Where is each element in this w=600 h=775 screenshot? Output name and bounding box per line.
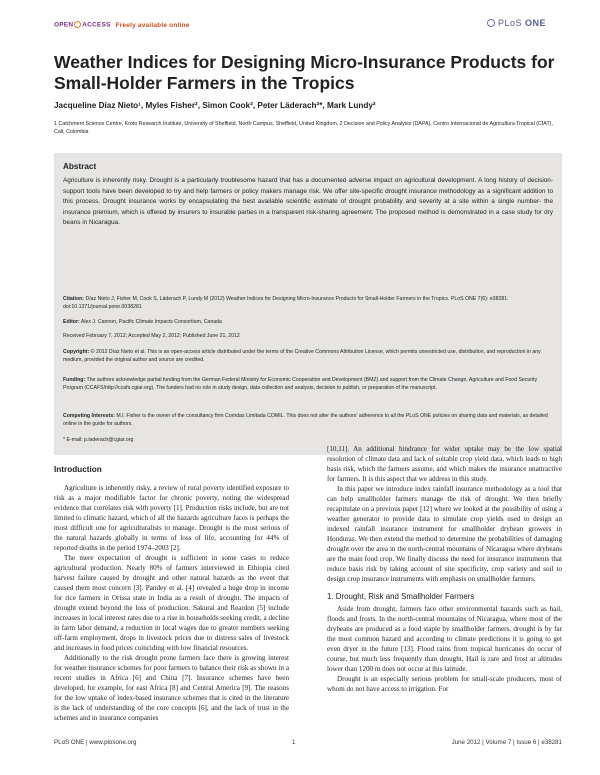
citation-label: Citation: — [63, 296, 85, 302]
logo-one-text: ONE — [525, 18, 547, 28]
journal-header — [0, 0, 600, 50]
competing-interests-block — [63, 413, 555, 428]
copyright-block — [63, 349, 555, 364]
oa-access-label: ACCESS — [82, 21, 111, 29]
footer-journal: PLoS ONE | www.plosone.org — [54, 739, 137, 746]
open-lock-icon — [74, 21, 81, 28]
intro-paragraph-5: In this paper we introduce index rainfall insurance methodology as a tool that can help smallholder farmers manage the risk of drought. We then briefly recapitulate on a previous paper [12] where we looked at the possibility of using a weather generator to provide data to simulate crop yields used to design an indexed rainfall insurance instrument for smallholder drybean growers in Honduras. We then extend the method to determine the probabilities of damaging drought over the area in the north-central mountains of Nicaragua where drybeans are the main food crop. We finally discuss the need for insurance instruments that reduce basis risk by taking account of site specificity, crop variety and soil to design crop insurance instruments with emphasis on smallholder farmers. — [327, 485, 562, 583]
oa-free-label: Freely available online — [115, 21, 190, 29]
copyright-label: Copyright: — [63, 349, 90, 355]
journal-logo — [487, 18, 546, 28]
corresponding-email: * E-mail: p.laderach@cgiar.org — [63, 437, 134, 443]
intro-paragraph-3: Additionally to the risk drought prone farmers face there is growing interest for weather insurance schemes for poor farmers to balance their risk as shown in a recent studies in Africa [6] and China [7]. Insurance schemes have been developed, for example, for east Africa [8] and Central America [9]. The reasons for the low uptake of index-based insurance schemes that is cited in the literature is the lack of understanding of the core concepts [6], and the lack of trust in the schemes and in insurance companies — [54, 654, 289, 722]
citation-text: Díaz Nieto J, Fisher M, Cook S, Läderach P, Lundy M (2012) Weather Indices for Designing Micro-Insurance Products for Small-Holder Farmers in the Tropics. PLoS ONE 7(6): e38281. doi:10.1371/journal.pone.0038281 — [63, 296, 509, 310]
section-1-paragraph-1: Aside from drought, farmers face other environmental hazards such as hail, floods and frosts. In the north-central mountains of Nicaragua, where most of the drybeans are produced as a food staple by smallholder farmers, drought is by far the most common hazard and according to climate predictions it is going to get even dryer in the future [13]. Flood rains from tropical hurricanes do occur of course, but much less frequently than drought. Hail is rare and frost at altitudes lower than 1200 m does not occur at this latitude. — [327, 605, 562, 673]
logo-plos-text: PLoS — [498, 18, 523, 28]
funding-text: The authors acknowledge partial funding from the German Federal Ministry for Economic Cooperation and Development (BMZ) and support from the Climate Change, Agriculture and Food Security Program (CCAFS/http://ccafs.cgiar.org). The funders had no role in study design, data collection and analysis, decision to publish, or preparation of the manuscript. — [63, 377, 538, 391]
right-column — [327, 444, 562, 694]
page-number: 1 — [292, 739, 296, 746]
citation-block — [63, 296, 555, 311]
abstract-text: Agriculture is inherently risky. Drought is a particularly troublesome hazard that has a documented adverse impact on agricultural development. A long history of decision-support tools have been developed to try and help farmers or policy makers manage risk. We offer site-specific drought insurance methodology as a significant addition to this process. Drought insurance works by encapsulating the best available scientific estimate of drought probability and severity at a site within a single number- the insurance premium, which is offered by insurers to insurable parties in a transparent risk-sharing agreement. The proposed method is demonstrated in a case study for dry beans in Nicaragua. — [63, 177, 553, 226]
open-access-banner — [54, 21, 190, 29]
oa-open-label: OPEN — [54, 21, 74, 29]
article-title: Weather Indices for Designing Micro-Insurance Products for Small-Holder Farmers in the Tropics — [54, 52, 555, 93]
dates-block — [63, 333, 555, 341]
dates-text: Received February 7, 2012; Accepted May 2, 2012; Published June 21, 2012 — [63, 333, 240, 339]
intro-paragraph-1: Agriculture is inherently risky, a review of rural poverty identified exposure to risk as a major modifiable factor for chronic poverty, noting the widespread evidence that correlates risk with poverty [1]. Production risks include, but are not limited to climatic hazard, which of all the hazards agriculture faces is perhaps the most difficult one for agriculturalists to manage. Drought is the most serious of the natural hazards globally in terms of loss of life, accounting for 44% of reported deaths in the period 1974–2003 [2]. — [54, 484, 289, 552]
intro-paragraph-4: [10,11]. An additional hindrance for wider uptake may be the low spatial resolution of climate data and lack of suitable crop yield data, which leads to high basis risk, which the farmers assume, and which makes the insurance unattractive for farmers. It is this aspect that we address in this study. — [327, 445, 562, 483]
funding-block — [63, 377, 555, 392]
intro-paragraph-2: The mere expectation of drought is sufficient in some cases to reduce agricultural production. Nearly 80% of farmers interviewed in Ethiopia cited harvest failure caused by drought and other natural hazards as the event that caused them most concern [3]. Pandey et al. [4] revealed a huge drop in income for rice farmers in Orissa state in India as a result of drought. The impacts of drought extend beyond the loss of production. Sakurai and Reardon [5] include increases in local interest rates due to a rise in households seeking credit, a decline in farm labor demand, a reduction in local wages due to greater numbers seeking off-farm employment, drops in livestock prices due to distress sales of livestock and increases in food prices coinciding with low financial resources. — [54, 554, 289, 652]
abstract-heading: Abstract — [63, 162, 97, 171]
copyright-text: © 2012 Díaz Nieto et al. This is an open-access article distributed under the terms of the Creative Commons Attribution License, which permits unrestricted use, distribution, and reproduction in any medium, provided the original author and source are credited. — [63, 349, 541, 363]
abstract-box — [54, 153, 562, 455]
introduction-heading: Introduction — [54, 465, 102, 474]
funding-label: Funding: — [63, 377, 86, 383]
left-column — [54, 465, 289, 723]
author-list: Jacqueline Díaz Nieto¹, Myles Fisher², Simon Cook², Peter Läderach²*, Mark Lundy² — [54, 101, 376, 110]
editor-block — [63, 319, 555, 327]
competing-label: Competing Interests: — [63, 413, 115, 419]
plos-logo-icon — [487, 19, 495, 27]
competing-text: M.I. Fisher is the owner of the consultancy firm Corridas Limitada COMIL. This does not alter the authors' adherence to all the PLoS ONE policies on sharing data and materials, as detailed online in the guide for authors. — [63, 413, 548, 427]
editor-label: Editor: — [63, 319, 80, 325]
section-1-paragraph-2: Drought is an especially serious problem for small-scale producers, most of whom do not have access to irrigation. For — [327, 675, 562, 693]
affiliations: 1 Catchment Science Centre, Kroto Research Institute, University of Sheffield, North Campus, Sheffield, United Kingdom, 2 Decision and Policy Analysis (DAPA), Centro Internacional de Agricultura Tropical (CIAT), Cali, Colombia — [54, 121, 553, 135]
section-1-heading: 1. Drought, Risk and Smallholder Farmers — [327, 592, 475, 601]
editor-text: Alex J. Cannon, Pacific Climate Impacts Consortium, Canada — [79, 319, 222, 325]
footer-issue: June 2012 | Volume 7 | Issue 6 | e38281 — [451, 739, 562, 746]
